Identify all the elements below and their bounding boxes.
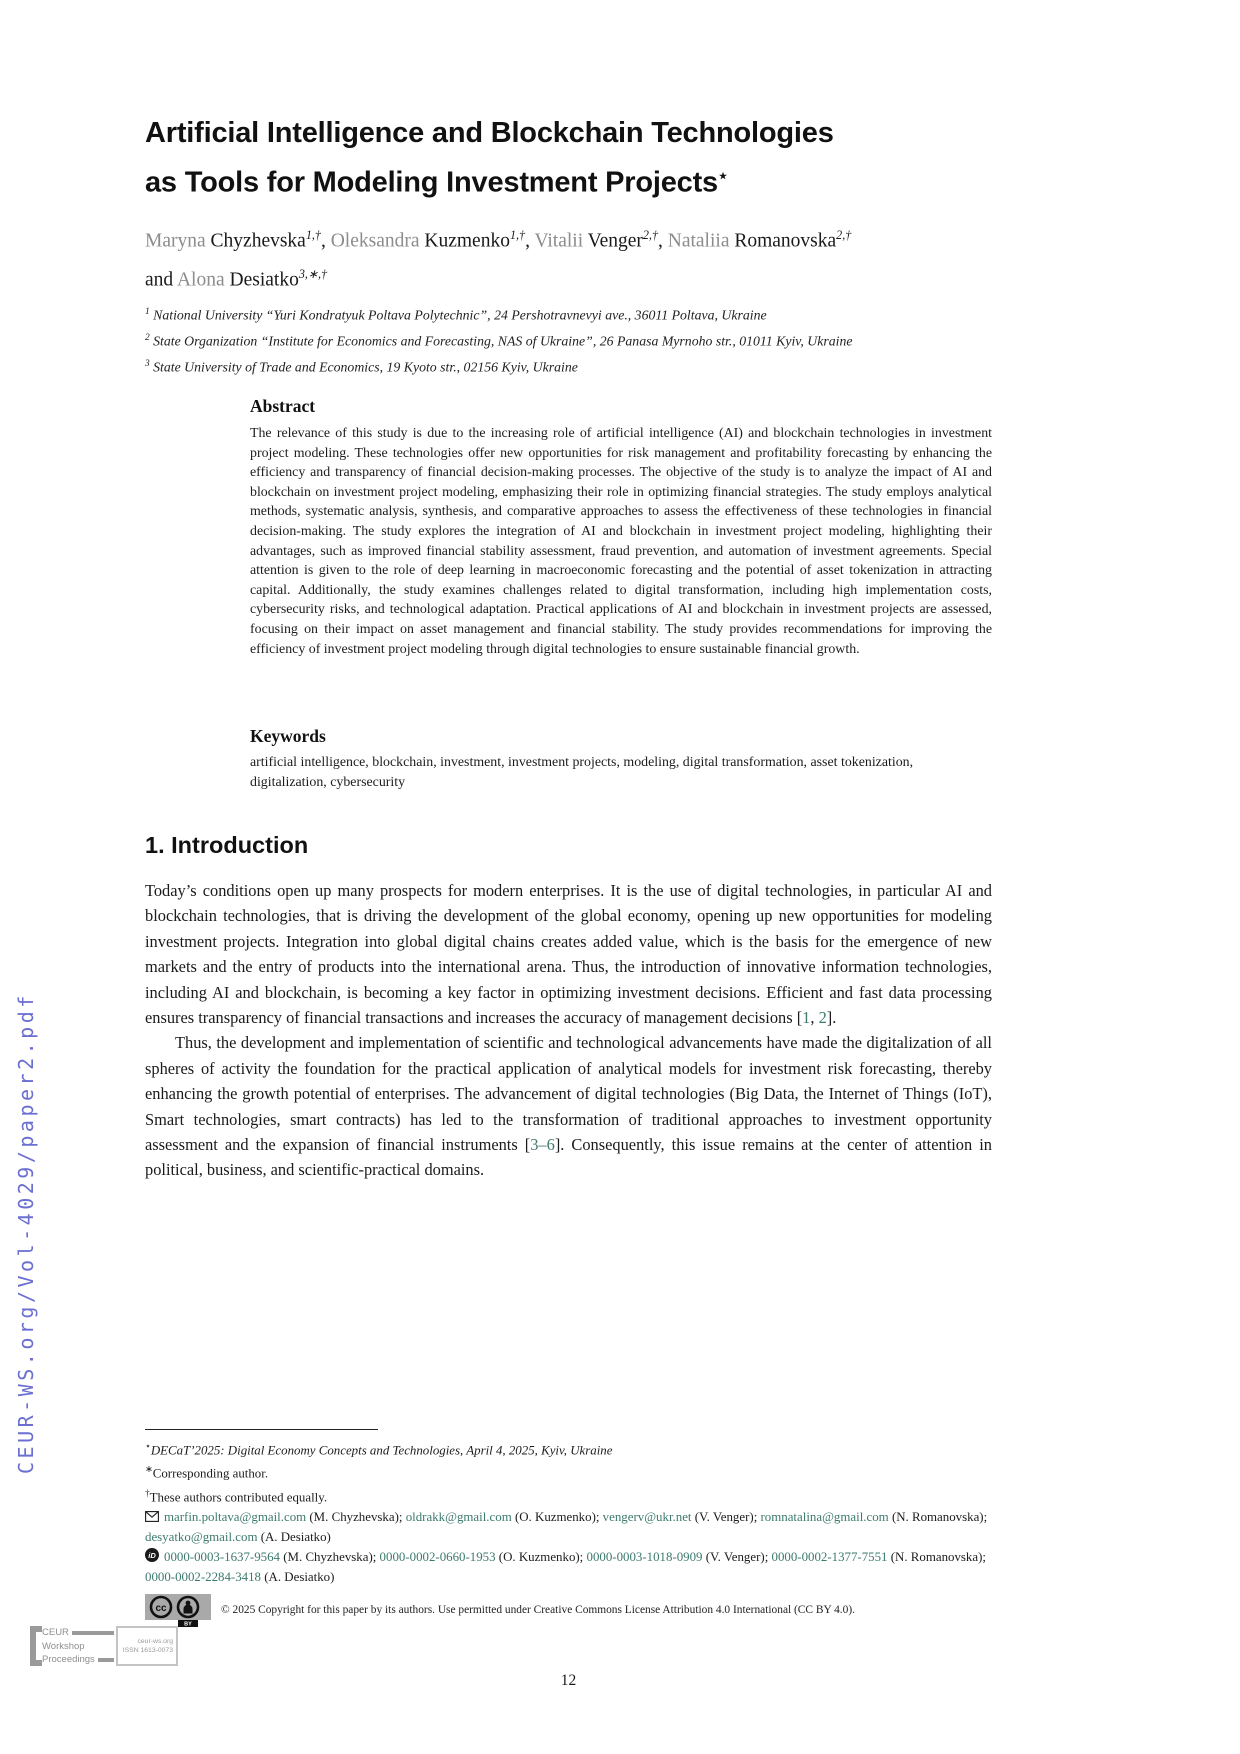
author-line-2 xyxy=(145,258,1005,297)
text-segment: Vitalii xyxy=(534,230,588,252)
text-segment: ∗ xyxy=(145,1465,153,1476)
footnote-emails-text xyxy=(145,1510,987,1544)
page-number: 12 xyxy=(560,1672,577,1689)
cc-by-license-icon xyxy=(145,1593,211,1627)
text-segment: Oleksandra xyxy=(330,230,425,252)
introduction-paragraph-2 xyxy=(145,1030,992,1182)
abstract-section xyxy=(250,396,992,659)
ceur-logo-bar-top xyxy=(72,1631,114,1635)
footnote-orcids-text xyxy=(145,1550,986,1584)
affiliation-1-sup: 1 xyxy=(145,307,150,317)
text-segment: (M. Chyzhevska); xyxy=(306,1509,406,1524)
text-segment: , xyxy=(658,230,668,252)
keywords-text: artificial intelligence, blockchain, investment, investment projects, modeling, digital transformation, asset tokenization, digitalization, cybersecurity xyxy=(250,755,914,790)
text-segment: Desiatko xyxy=(229,269,299,290)
text-segment: ⋆ xyxy=(145,1442,151,1452)
affiliation-2-sup: 2 xyxy=(145,333,150,344)
text-segment: (N. Romanovska); xyxy=(888,1509,988,1524)
affiliation-3-sup: 3 xyxy=(145,359,150,370)
affiliation-1 xyxy=(145,301,1005,327)
ceur-logo-issn: ISSN 1613-0073 xyxy=(122,1647,173,1654)
ceur-logo-bar-bottom xyxy=(98,1658,114,1662)
text-segment: These authors contributed equally. xyxy=(149,1489,328,1504)
ceur-workshop-proceedings-logo xyxy=(30,1626,180,1666)
svg-text:BY: BY xyxy=(184,1621,192,1627)
text-segment: (V. Venger); xyxy=(691,1509,761,1524)
text-segment: Corresponding author. xyxy=(152,1466,269,1481)
paper-title xyxy=(145,112,1045,205)
text-segment: (A. Desiatko) xyxy=(257,1529,331,1544)
ceur-watermark-url: CEUR-WS.org/Vol-4029/paper2.pdf xyxy=(14,992,38,1474)
title-footnote-star: ⋆ xyxy=(717,168,728,185)
text-segment: , xyxy=(525,230,535,252)
text-segment: (V. Venger); xyxy=(702,1549,772,1564)
text-segment: 2,† xyxy=(836,228,852,242)
keywords-heading: Keywords xyxy=(250,726,326,746)
text-segment: 1,† xyxy=(305,228,321,242)
ceur-logo-url: ceur-ws.org xyxy=(137,1638,173,1645)
footnote-rule xyxy=(145,1429,378,1430)
text-segment: (A. Desiatko) xyxy=(261,1569,335,1584)
copyright-text: © 2025 Copyright for this paper by its authors. Use permitted under Creative Commons License Attribution 4.0 International (CC BY 4.0). xyxy=(221,1603,855,1616)
title-line-2: as Tools for Modeling Investment Projects xyxy=(145,166,718,199)
text-segment: (N. Romanovska); xyxy=(887,1549,986,1564)
footnote-conference xyxy=(145,1437,995,1460)
text-segment: , xyxy=(810,1008,819,1028)
email-link[interactable]: vengerv@ukr.net xyxy=(602,1509,692,1524)
citation-link[interactable]: 3–6 xyxy=(530,1135,555,1155)
author-line-1 xyxy=(145,219,1005,258)
text-segment: Venger xyxy=(587,230,643,252)
orcid-link[interactable]: 0000-0002-0660-1953 xyxy=(379,1549,496,1564)
text-segment: Thus, the development and implementation of scientific and technological advancements have made the digitalization of all spheres of activity the foundation for the practical application of analytical models for investment risk forecasting, thereby enhancing the growth potential of enterprises. The advancement of digital technologies (Big Data, the Internet of Things (IoT), Smart technologies, smart contracts) has led to the transformation of traditional approaches to investment opportunity assessment and the expansion of financial instruments [ xyxy=(145,1033,992,1155)
footnote-block xyxy=(145,1437,995,1627)
text-segment: Maryna xyxy=(145,230,211,252)
affiliation-3-text: State University of Trade and Economics, 19 Kyoto str., 02156 Kyiv, Ukraine xyxy=(153,359,578,375)
keywords-section xyxy=(250,726,992,792)
affiliation-2-text: State Organization “Institute for Economics and Forecasting, NAS of Ukraine”, 26 Panasa Myrnoho str., 01011 Kyiv, Ukraine xyxy=(153,333,853,349)
email-link[interactable]: marfin.poltava@gmail.com xyxy=(164,1509,307,1524)
text-segment: 1,† xyxy=(509,228,526,242)
email-link[interactable]: oldrakk@gmail.com xyxy=(405,1509,512,1524)
text-segment: (O. Kuzmenko); xyxy=(511,1509,603,1524)
affiliation-1-text: National University “Yuri Kondratyuk Poltava Polytechnic”, 24 Pershotravnevyi ave., 36011 Poltava, Ukraine xyxy=(153,307,767,323)
affiliation-2 xyxy=(145,327,1005,353)
affiliation-list xyxy=(145,301,1005,379)
text-segment: † xyxy=(145,1488,150,1499)
ceur-logo-issn-box xyxy=(116,1626,178,1666)
citation-link[interactable]: 1 xyxy=(802,1008,811,1028)
affiliation-3 xyxy=(145,353,1005,379)
text-segment: Kuzmenko xyxy=(424,230,510,252)
abstract-heading: Abstract xyxy=(250,396,316,416)
svg-text:iD: iD xyxy=(148,1550,156,1560)
email-link[interactable]: romnatalina@gmail.com xyxy=(760,1509,889,1524)
introduction-paragraph-1 xyxy=(145,878,992,1030)
envelope-icon xyxy=(145,1511,159,1522)
introduction-body xyxy=(145,878,992,1183)
text-segment: DECaT’2025: Digital Economy Concepts and Technologies, April 4, 2025, Kyiv, Ukraine xyxy=(150,1443,613,1458)
orcid-link[interactable]: 0000-0002-1377-7551 xyxy=(771,1549,888,1564)
text-segment: 3,∗,† xyxy=(298,266,328,281)
text-segment: Alona xyxy=(176,269,230,290)
orcid-link[interactable]: 0000-0003-1637-9564 xyxy=(164,1549,281,1564)
ceur-logo-line3: Proceedings xyxy=(42,1654,95,1665)
text-segment: 2,† xyxy=(642,228,658,242)
ceur-logo-bracket xyxy=(30,1626,42,1666)
ceur-logo-line1: CEUR xyxy=(42,1627,69,1638)
email-link[interactable]: desyatko@gmail.com xyxy=(145,1529,258,1544)
text-segment: Chyzhevska xyxy=(210,230,306,252)
text-segment: ]. Consequently, this issue remains at the center of attention in political, business, and scientific-practical domains. xyxy=(145,1135,992,1180)
footnote-equal-contribution xyxy=(145,1484,995,1507)
text-segment: , xyxy=(320,230,331,252)
text-segment: Today’s conditions open up many prospects for modern enterprises. It is the use of digital technologies, in particular AI and blockchain technologies, that is driving the development of the global economy, opening up new opportunities for modeling investment projects. Integration into global digital chains creates added value, which is the basis for the emergence of new markets and the entry of products into the international arena. Thus, the introduction of innovative information technologies, including AI and blockchain, is becoming a key factor in optimizing investment decisions. Efficient and fast data processing ensures transparency of financial transactions and increases the accuracy of management decisions [ xyxy=(145,881,992,1028)
title-line-1: Artificial Intelligence and Blockchain Technologies xyxy=(145,117,834,149)
text-segment: and xyxy=(145,269,177,290)
ceur-logo-line2: Workshop xyxy=(42,1640,85,1652)
footnote-orcids xyxy=(145,1547,995,1587)
author-list xyxy=(145,219,1005,296)
footnote-emails xyxy=(145,1507,995,1547)
text-segment: (M. Chyzhevska); xyxy=(280,1549,380,1564)
orcid-link[interactable]: 0000-0003-1018-0909 xyxy=(586,1549,703,1564)
text-segment: Romanovska xyxy=(734,230,837,252)
copyright-row xyxy=(145,1593,995,1627)
text-segment: ]. xyxy=(826,1008,837,1028)
footnote-corresponding-author xyxy=(145,1460,995,1483)
text-segment: Nataliia xyxy=(667,230,735,252)
orcid-link[interactable]: 0000-0002-2284-3418 xyxy=(145,1569,262,1584)
abstract-text: The relevance of this study is due to the increasing role of artificial intelligence (AI) and blockchain technologies in investment project modeling. These technologies offer new opportunities for risk management and profitability forecasting by enhancing the efficiency and transparency of financial decision-making processes. The objective of the study is to analyze the impact of AI and blockchain on investment project modeling, emphasizing their role in optimizing financial strategies. The study employs analytical methods, systematic analysis, synthesis, and comparative approaches to assess the effectiveness of these technologies in financial decision-making. The study explores the integration of AI and blockchain in investment project modeling, highlighting their advantages, such as improved financial stability assessment, fraud prevention, and automation of investment agreements. Special attention is given to the role of deep learning in macroeconomic forecasting and the potential of asset tokenization in attracting capital. Additionally, the study examines challenges related to digital transformation, including high implementation costs, cybersecurity risks, and technological adaptation. Practical applications of AI and blockchain in investment projects are assessed, focusing on their impact on asset management and financial stability. The study provides recommendations for improving the efficiency of investment project modeling through digital technologies to ensure sustainable financial growth. xyxy=(250,426,992,657)
ceur-logo-text xyxy=(42,1626,114,1666)
introduction-heading: 1. Introduction xyxy=(145,832,309,858)
text-segment: (O. Kuzmenko); xyxy=(495,1549,587,1564)
citation-link[interactable]: 2 xyxy=(818,1008,827,1028)
svg-text:cc: cc xyxy=(155,1602,167,1614)
orcid-icon xyxy=(145,1548,159,1562)
